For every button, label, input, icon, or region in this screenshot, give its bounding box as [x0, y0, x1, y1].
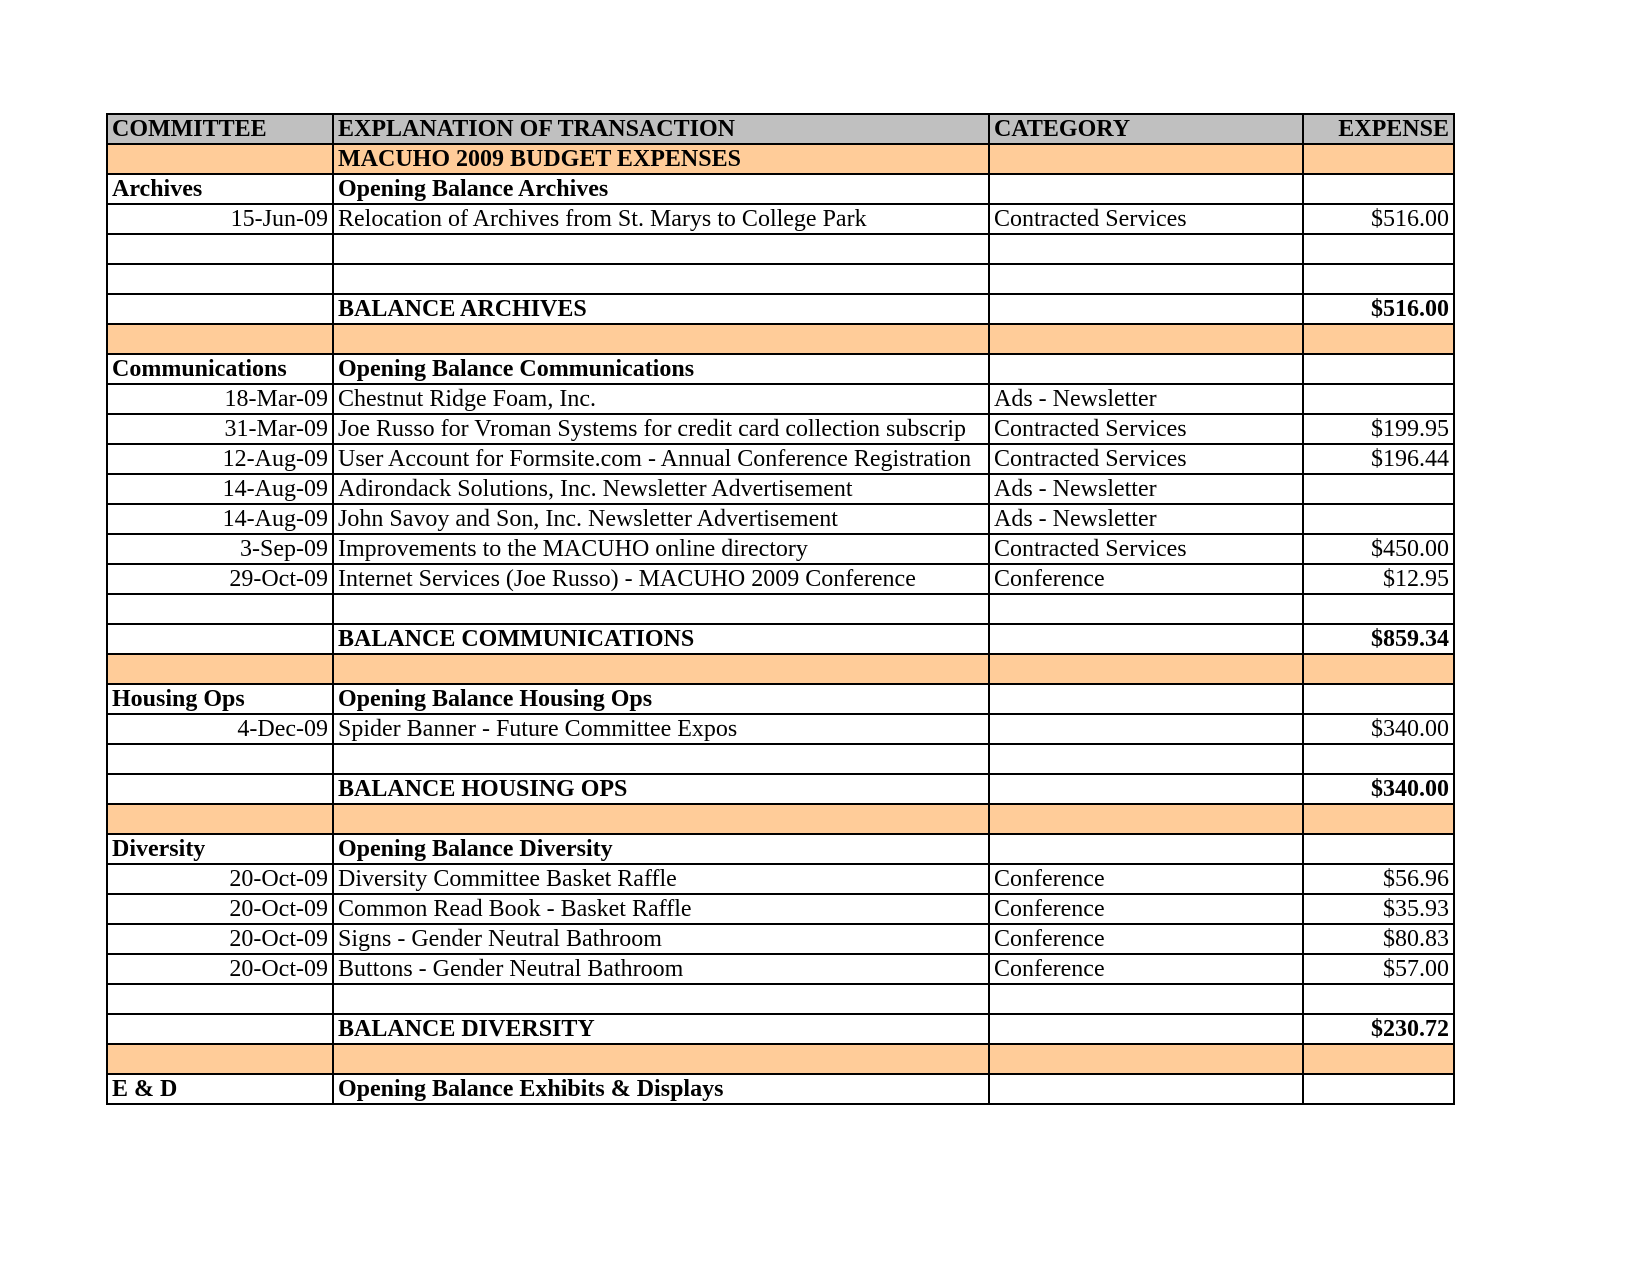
- expense-cell: $199.95: [1303, 414, 1454, 444]
- opening-balance-row: [107, 834, 1454, 864]
- category-cell: [989, 594, 1303, 624]
- balance-row: [107, 294, 1454, 324]
- category-cell: [989, 324, 1303, 354]
- table-row: [107, 594, 1454, 624]
- category-cell: [989, 984, 1303, 1014]
- category-cell: Contracted Services: [989, 444, 1303, 474]
- explanation-cell: [333, 744, 989, 774]
- category-cell: Ads - Newsletter: [989, 504, 1303, 534]
- category-cell: [989, 714, 1303, 744]
- category-cell: Conference: [989, 894, 1303, 924]
- balance-row: [107, 774, 1454, 804]
- committee-cell: Housing Ops: [107, 684, 333, 714]
- category-cell: [989, 1074, 1303, 1104]
- category-cell: [989, 354, 1303, 384]
- title-row-category-cell: [989, 144, 1303, 174]
- expense-cell: [1303, 384, 1454, 414]
- committee-cell: [107, 984, 333, 1014]
- expense-cell: [1303, 234, 1454, 264]
- explanation-cell: [333, 234, 989, 264]
- expense-cell: $196.44: [1303, 444, 1454, 474]
- title-row: [107, 144, 1454, 174]
- expense-cell: [1303, 984, 1454, 1014]
- category-cell: Contracted Services: [989, 534, 1303, 564]
- explanation-cell: Chestnut Ridge Foam, Inc.: [333, 384, 989, 414]
- category-cell: Contracted Services: [989, 204, 1303, 234]
- explanation-cell: Improvements to the MACUHO online directory: [333, 534, 989, 564]
- category-cell: [989, 654, 1303, 684]
- expense-cell: [1303, 1044, 1454, 1074]
- expense-cell: $80.83: [1303, 924, 1454, 954]
- category-cell: Conference: [989, 954, 1303, 984]
- table-row: [107, 864, 1454, 894]
- category-cell: [989, 684, 1303, 714]
- category-cell: Ads - Newsletter: [989, 384, 1303, 414]
- explanation-cell: Relocation of Archives from St. Marys to College Park: [333, 204, 989, 234]
- explanation-cell: Diversity Committee Basket Raffle: [333, 864, 989, 894]
- balance-row: [107, 1014, 1454, 1044]
- explanation-cell: [333, 804, 989, 834]
- table-row: [107, 954, 1454, 984]
- table-row: [107, 894, 1454, 924]
- expense-cell: $35.93: [1303, 894, 1454, 924]
- explanation-cell: John Savoy and Son, Inc. Newsletter Advertisement: [333, 504, 989, 534]
- explanation-cell: BALANCE HOUSING OPS: [333, 774, 989, 804]
- expense-cell: [1303, 174, 1454, 204]
- category-cell: Ads - Newsletter: [989, 474, 1303, 504]
- table-row: [107, 234, 1454, 264]
- table-row: [107, 924, 1454, 954]
- explanation-cell: [333, 324, 989, 354]
- header-expense: EXPENSE: [1303, 114, 1454, 144]
- explanation-cell: Opening Balance Exhibits & Displays: [333, 1074, 989, 1104]
- balance-row: [107, 624, 1454, 654]
- budget-title: MACUHO 2009 BUDGET EXPENSES: [333, 144, 989, 174]
- expense-cell: $859.34: [1303, 624, 1454, 654]
- committee-cell: 20-Oct-09: [107, 924, 333, 954]
- table-row: [107, 534, 1454, 564]
- opening-balance-row: [107, 684, 1454, 714]
- explanation-cell: Joe Russo for Vroman Systems for credit card collection subscrip: [333, 414, 989, 444]
- committee-cell: [107, 1044, 333, 1074]
- expense-cell: $516.00: [1303, 204, 1454, 234]
- explanation-cell: Opening Balance Housing Ops: [333, 684, 989, 714]
- expense-cell: [1303, 474, 1454, 504]
- category-cell: [989, 1044, 1303, 1074]
- explanation-cell: Adirondack Solutions, Inc. Newsletter Advertisement: [333, 474, 989, 504]
- explanation-cell: [333, 1044, 989, 1074]
- expense-cell: [1303, 324, 1454, 354]
- expense-cell: [1303, 1074, 1454, 1104]
- explanation-cell: [333, 594, 989, 624]
- expense-cell: [1303, 744, 1454, 774]
- table-row: [107, 204, 1454, 234]
- table-row: [107, 474, 1454, 504]
- budget-expense-table: [106, 113, 1455, 1105]
- explanation-cell: Signs - Gender Neutral Bathroom: [333, 924, 989, 954]
- expense-cell: [1303, 804, 1454, 834]
- explanation-cell: Opening Balance Communications: [333, 354, 989, 384]
- committee-cell: 14-Aug-09: [107, 474, 333, 504]
- header-explanation: EXPLANATION OF TRANSACTION: [333, 114, 989, 144]
- category-cell: [989, 744, 1303, 774]
- opening-balance-row: [107, 1074, 1454, 1104]
- expense-cell: $340.00: [1303, 714, 1454, 744]
- explanation-cell: [333, 654, 989, 684]
- category-cell: [989, 294, 1303, 324]
- explanation-cell: User Account for Formsite.com - Annual Conference Registration: [333, 444, 989, 474]
- committee-cell: 29-Oct-09: [107, 564, 333, 594]
- explanation-cell: Buttons - Gender Neutral Bathroom: [333, 954, 989, 984]
- table-row: [107, 264, 1454, 294]
- category-cell: [989, 624, 1303, 654]
- expense-cell: $230.72: [1303, 1014, 1454, 1044]
- separator-row: [107, 654, 1454, 684]
- table-row: [107, 444, 1454, 474]
- committee-cell: [107, 234, 333, 264]
- category-cell: [989, 1014, 1303, 1044]
- committee-cell: [107, 294, 333, 324]
- expense-cell: $340.00: [1303, 774, 1454, 804]
- committee-cell: Archives: [107, 174, 333, 204]
- category-cell: Contracted Services: [989, 414, 1303, 444]
- separator-row: [107, 324, 1454, 354]
- expense-cell: $450.00: [1303, 534, 1454, 564]
- committee-cell: Diversity: [107, 834, 333, 864]
- committee-cell: 18-Mar-09: [107, 384, 333, 414]
- separator-row: [107, 804, 1454, 834]
- expense-cell: [1303, 504, 1454, 534]
- committee-cell: E & D: [107, 1074, 333, 1104]
- committee-cell: [107, 654, 333, 684]
- table-row: [107, 414, 1454, 444]
- committee-cell: [107, 1014, 333, 1044]
- committee-cell: 20-Oct-09: [107, 894, 333, 924]
- category-cell: [989, 264, 1303, 294]
- expense-cell: $57.00: [1303, 954, 1454, 984]
- explanation-cell: Common Read Book - Basket Raffle: [333, 894, 989, 924]
- committee-cell: 12-Aug-09: [107, 444, 333, 474]
- table-row: [107, 744, 1454, 774]
- committee-cell: [107, 774, 333, 804]
- committee-cell: 20-Oct-09: [107, 954, 333, 984]
- expense-cell: [1303, 594, 1454, 624]
- expense-cell: [1303, 264, 1454, 294]
- committee-cell: [107, 804, 333, 834]
- committee-cell: 3-Sep-09: [107, 534, 333, 564]
- explanation-cell: [333, 264, 989, 294]
- header-category: CATEGORY: [989, 114, 1303, 144]
- committee-cell: [107, 324, 333, 354]
- category-cell: [989, 174, 1303, 204]
- separator-row: [107, 1044, 1454, 1074]
- expense-cell: $56.96: [1303, 864, 1454, 894]
- committee-cell: 20-Oct-09: [107, 864, 333, 894]
- explanation-cell: [333, 984, 989, 1014]
- explanation-cell: Opening Balance Diversity: [333, 834, 989, 864]
- expense-cell: [1303, 684, 1454, 714]
- category-cell: [989, 774, 1303, 804]
- header-committee: COMMITTEE: [107, 114, 333, 144]
- explanation-cell: BALANCE ARCHIVES: [333, 294, 989, 324]
- committee-cell: 15-Jun-09: [107, 204, 333, 234]
- committee-cell: 14-Aug-09: [107, 504, 333, 534]
- title-row-expense-cell: [1303, 144, 1454, 174]
- expense-cell: [1303, 654, 1454, 684]
- category-cell: Conference: [989, 564, 1303, 594]
- explanation-cell: BALANCE COMMUNICATIONS: [333, 624, 989, 654]
- opening-balance-row: [107, 354, 1454, 384]
- committee-cell: [107, 594, 333, 624]
- table-row: [107, 714, 1454, 744]
- expense-cell: [1303, 354, 1454, 384]
- explanation-cell: Internet Services (Joe Russo) - MACUHO 2009 Conference: [333, 564, 989, 594]
- committee-cell: [107, 264, 333, 294]
- category-cell: [989, 804, 1303, 834]
- committee-cell: 4-Dec-09: [107, 714, 333, 744]
- committee-cell: [107, 624, 333, 654]
- title-row-committee-cell: [107, 144, 333, 174]
- explanation-cell: BALANCE DIVERSITY: [333, 1014, 989, 1044]
- table-body: [107, 114, 1454, 1104]
- opening-balance-row: [107, 174, 1454, 204]
- expense-cell: [1303, 834, 1454, 864]
- explanation-cell: Spider Banner - Future Committee Expos: [333, 714, 989, 744]
- header-row: [107, 114, 1454, 144]
- committee-cell: Communications: [107, 354, 333, 384]
- committee-cell: [107, 744, 333, 774]
- expense-cell: $516.00: [1303, 294, 1454, 324]
- committee-cell: 31-Mar-09: [107, 414, 333, 444]
- category-cell: [989, 834, 1303, 864]
- category-cell: Conference: [989, 864, 1303, 894]
- category-cell: [989, 234, 1303, 264]
- table-row: [107, 384, 1454, 414]
- table-row: [107, 504, 1454, 534]
- explanation-cell: Opening Balance Archives: [333, 174, 989, 204]
- table-row: [107, 564, 1454, 594]
- category-cell: Conference: [989, 924, 1303, 954]
- table-row: [107, 984, 1454, 1014]
- expense-cell: $12.95: [1303, 564, 1454, 594]
